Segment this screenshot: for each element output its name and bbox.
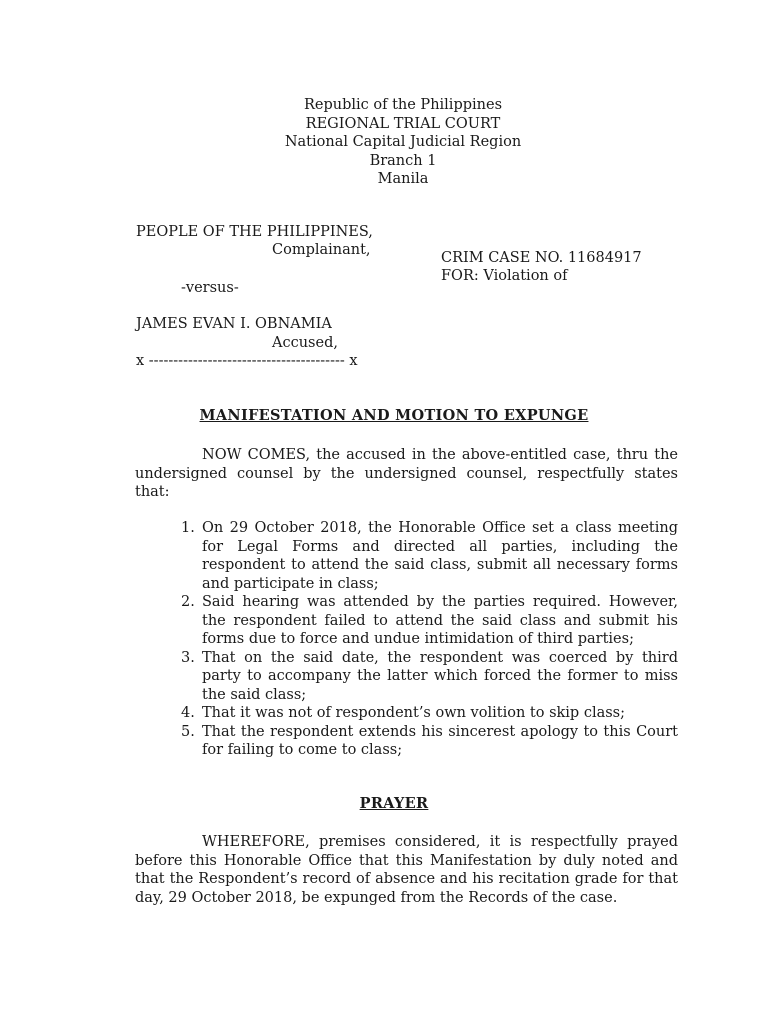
accused-name: JAMES EVAN I. OBNAMIA (136, 316, 332, 332)
list-item: 2. Said hearing was attended by the parties required. However, the respondent failed to attend the said class and submit his forms due to force and undue intimidation of third parties; (181, 594, 678, 647)
list-item: 5. That the respondent extends his sincerest apology to this Court for failing to come to class; (181, 723, 678, 758)
prayer-paragraph (135, 833, 678, 907)
case-charge: FOR: Violation of (441, 268, 568, 284)
list-item: 1. On 29 October 2018, the Honorable Office set a class meeting for Legal Forms and directed all parties, including the respondent to attend the said class, submit all necessary forms and participate in class; (181, 520, 678, 592)
list-item: 4. That it was not of respondent’s own volition to skip class; (181, 705, 625, 721)
heading-region: National Capital Judicial Region (284, 134, 522, 150)
document-title: MANIFESTATION AND MOTION TO EXPUNGE (199, 407, 589, 424)
heading-court: REGIONAL TRIAL COURT (305, 115, 501, 132)
heading-republic: Republic of the Philippines (303, 97, 503, 113)
heading-branch: Branch 1 (369, 152, 437, 169)
allegations-list (181, 519, 678, 760)
intro-text: NOW COMES, the accused in the above-entitled case, thru the undersigned counsel by the undersigned counsel, respectfully states that: (135, 447, 678, 500)
caption-separator: x ---------------------------------------- x (136, 353, 358, 369)
list-item: 3. That on the said date, the respondent was coerced by third party to accompany the latter which forced the former to miss the said class; (181, 649, 678, 703)
prayer-title: PRAYER (359, 795, 429, 812)
versus-label: -versus- (181, 280, 239, 296)
accused-role: Accused, (272, 335, 338, 351)
prayer-text: WHEREFORE, premises considered, it is respectfully prayed before this Honorable Office that this Manifestation by duly noted and that the Respondent’s record of absence and his recitation grade for that day, 29 October 2018, be expunged from the Records of the case. (135, 834, 678, 906)
intro-paragraph (135, 446, 678, 502)
complainant-role: Complainant, (272, 242, 371, 258)
court-heading (0, 96, 768, 189)
complainant-name: PEOPLE OF THE PHILIPPINES, (136, 224, 373, 240)
case-number: CRIM CASE NO. 11684917 (441, 250, 642, 266)
heading-city: Manila (377, 171, 429, 187)
